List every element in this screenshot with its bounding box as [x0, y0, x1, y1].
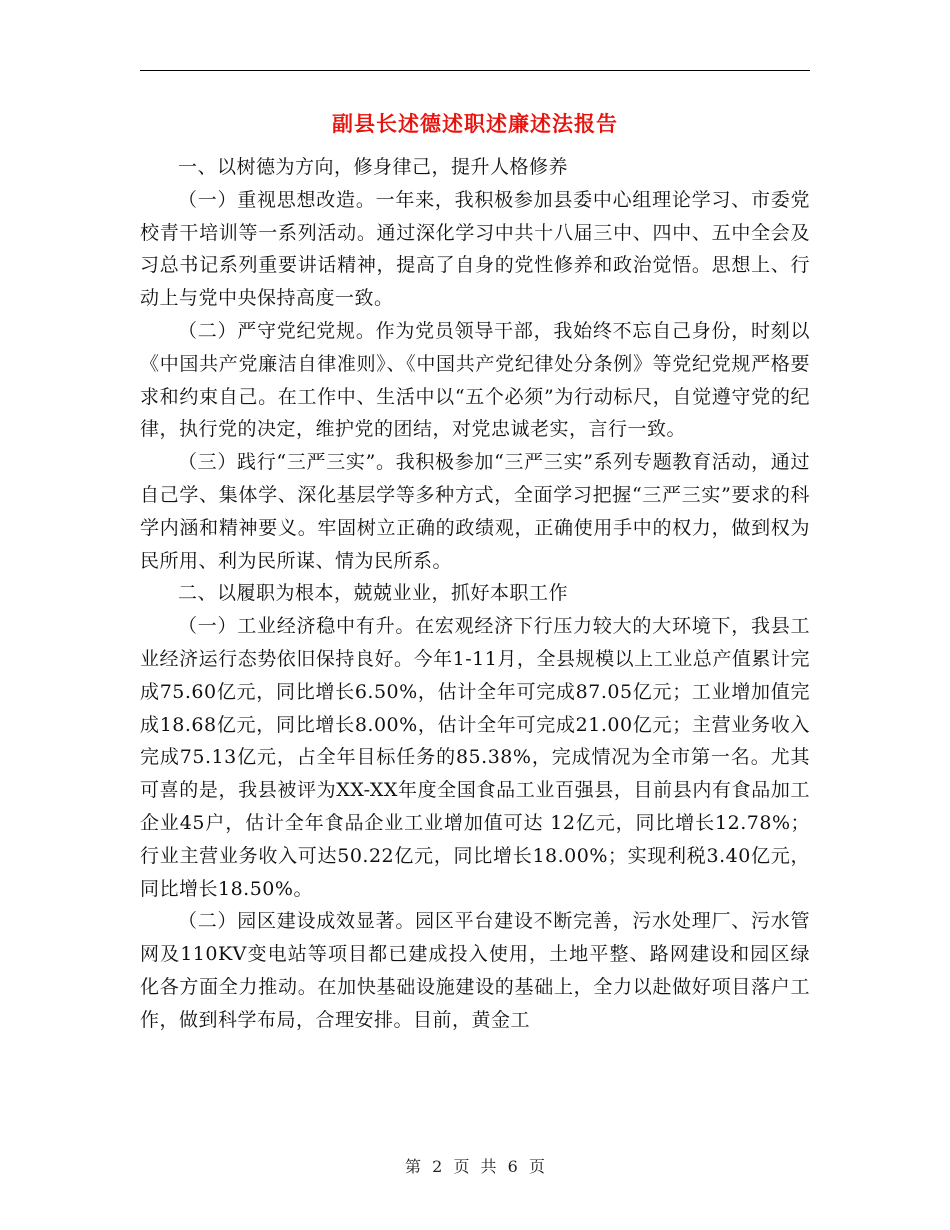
- header-rule: [140, 70, 810, 71]
- footer-total-prefix: 共: [480, 1157, 497, 1176]
- section-heading: 二、以履职为根本，兢兢业业，抓好本职工作: [178, 582, 569, 605]
- paragraph: （二）严守党纪党规。作为党员领导干部，我始终不忘自己身份，时刻以《中国共产党廉洁自律准则》、《中国共产党纪律处分条例》等党纪党规严格要求和约束自己。在工作中、生活中以“五个必须”为行动标尺，自觉遵守党的纪律，执行党的决定，维护党的团结，对党忠诚老实，言行一致。: [140, 319, 810, 441]
- section-heading: 一、以树德为方向，修身律己，提升人格修养: [178, 156, 569, 178]
- paragraph: （三）践行“三严三实”。我积极参加“三严三实”系列专题教育活动，通过自己学、集体学、深化基层学等多种方式，全面学习把握“三严三实”要求的科学内涵和精神要义。牢固树立正确的政绩观，正确使用手中的权力，做到权为民所用、利为民所谋、情为民所系。: [140, 451, 810, 572]
- paragraph: （二）园区建设成效显著。园区平台建设不断完善，污水处理厂、污水管网及110KV变电站等项目都已建成投入使用，土地平整、路网建设和园区绿化各方面全力推动。在加快基础设施建设的基础上，全力以赴做好项目落户工作，做到科学布局，合理安排。目前，黄金工: [140, 910, 810, 1031]
- document-title: 副县长述德述职述廉述法报告: [332, 111, 618, 136]
- footer-page-unit: 页: [453, 1157, 470, 1176]
- footer-total-unit: 页: [528, 1157, 545, 1176]
- footer-prefix: 第: [405, 1157, 422, 1176]
- paragraph: （一）重视思想改造。一年来，我积极参加县委中心组理论学习、市委党校青干培训等一系列活动。通过深化学习中共十八届三中、四中、五中全会及习总书记系列重要讲话精神，提高了自身的党性修养和政治觉悟。思想上、行动上与党中央保持高度一致。: [140, 188, 810, 310]
- paragraph: （一）工业经济稳中有升。在宏观经济下行压力较大的大环境下，我县工业经济运行态势依旧保持良好。今年1-11月，全县规模以上工业总产值累计完成75.60亿元，同比增长6.50%，估计全年可完成87.05亿元；工业增加值完成18.68亿元，同比增长8.00%，估计全年可完成21.00亿元；主营业务收入完成75.13亿元，占全年目标任务的85.38%，完成情况为全市第一名。尤其可喜的是，我县被评为XX-XX年度全国食品工业百强县，目前县内有食品加工企业45户，估计全年食品企业工业增加值可达 12亿元，同比增长12.78%；行业主营业务收入可达50.22亿元，同比增长18.00%；实现利税3.40亿元，同比增长18.50%。: [140, 615, 810, 900]
- page-number: 2: [432, 1157, 443, 1176]
- document-body: [140, 151, 810, 1037]
- total-pages: 6: [507, 1157, 518, 1176]
- page-footer: [0, 1154, 950, 1177]
